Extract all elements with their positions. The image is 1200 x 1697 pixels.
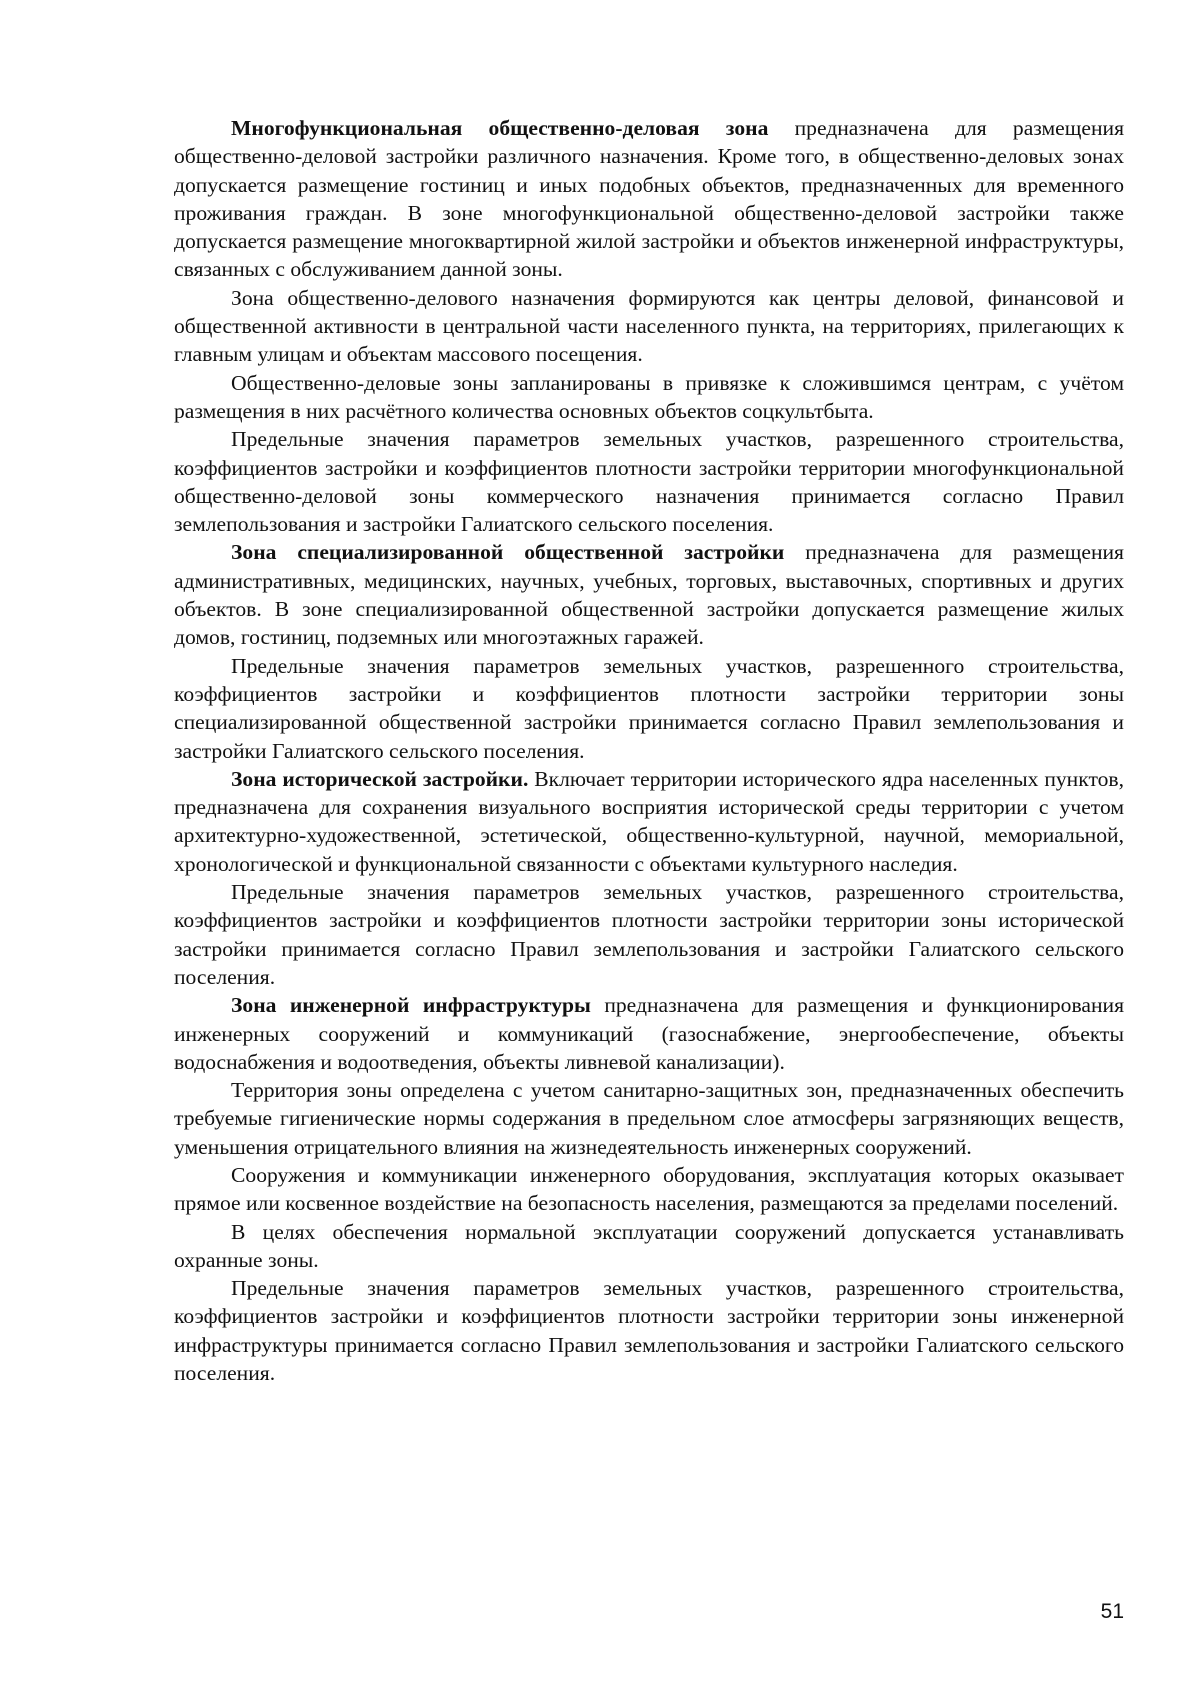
- paragraph-text: Предельные значения параметров земельных участков, разрешенного строительства, коэффициентов застройки и коэффициентов плотности застройки территории зоны инженерной инфраструктуры принимается согласно Правил землепользования и застройки Галиатского сельского поселения.: [174, 1276, 1124, 1386]
- paragraph-text: предназначена для размещения и функционирования инженерных сооружений и коммуникаций (газоснабжение, энергообеспечение, объекты водоснабжения и водоотведения, объекты ливневой канализации).: [174, 993, 1125, 1074]
- term-engineering-zone: Зона инженерной инфраструктуры: [231, 993, 591, 1018]
- paragraph-business-zone-formation: [174, 284, 1124, 369]
- paragraph-text: Предельные значения параметров земельных участков, разрешенного строительства, коэффициентов застройки и коэффициентов плотности застройки территории зоны специализированной общественной застройки принимается согласно Правил землепользования и застройки Галиатского сельского поселения.: [174, 653, 1124, 763]
- paragraph-specialized-zone-limits: [174, 652, 1124, 765]
- paragraph-multifunctional-zone: [174, 114, 1124, 284]
- paragraph-text: Включает территории исторического ядра населенных пунктов, предназначена для сохранения визуального восприятия исторической среды территории с учетом архитектурно-художественной, эстетической, общественно-культурной, научной, мемориальной, хронологической и функциональной связанности с объектами культурного наследия.: [174, 766, 1124, 876]
- paragraph-business-zones-planning: [174, 369, 1124, 426]
- paragraph-text: Общественно-деловые зоны запланированы в привязке к сложившимся центрам, с учётом размещения в них расчётного количества основных объектов соцкультбыта.: [174, 370, 1124, 423]
- paragraph-text: В целях обеспечения нормальной эксплуатации сооружений допускается устанавливать охранные зоны.: [174, 1219, 1124, 1272]
- paragraph-protection-zones: [174, 1218, 1124, 1275]
- paragraph-text: предназначена для размещения административных, медицинских, научных, учебных, торговых, выставочных, спортивных и других объектов. В зоне специализированной общественной застройки допускается размещение жилых домов, гостиниц, подземных или многоэтажных гаражей.: [174, 540, 1124, 650]
- paragraph-commercial-zone-limits: [174, 425, 1124, 538]
- paragraph-text: Зона общественно-делового назначения формируются как центры деловой, финансовой и общественной активности в центральной части населенного пункта, на территориях, прилегающих к главным улицам и объектам массового посещения.: [174, 285, 1124, 367]
- paragraph-text: Предельные значения параметров земельных участков, разрешенного строительства, коэффициентов застройки и коэффициентов плотности застройки территории многофункциональной общественно-деловой зоны коммерческого назначения принимается согласно Правил землепользования и застройки Галиатского сельского поселения.: [174, 427, 1124, 537]
- paragraph-text: предназначена для размещения общественно-деловой застройки различного назначения. Кроме того, в общественно-деловых зонах допускается размещение гостиниц и иных подобных объектов, предназначенных для временного проживания граждан. В зоне многофункциональной общественно-деловой застройки также допускается размещение многоквартирной жилой застройки и объектов инженерной инфраструктуры, связанных с обслуживанием данной зоны.: [174, 116, 1125, 282]
- document-body: [174, 114, 1124, 1387]
- paragraph-engineering-zone: [174, 991, 1124, 1076]
- term-specialized-zone: Зона специализированной общественной застройки: [231, 540, 785, 565]
- paragraph-specialized-zone: [174, 538, 1124, 651]
- paragraph-text: Территория зоны определена с учетом санитарно-защитных зон, предназначенных обеспечить требуемые гигиенические нормы содержания в предельном слое атмосферы загрязняющих веществ, уменьшения отрицательного влияния на жизнедеятельность инженерных сооружений.: [174, 1078, 1124, 1159]
- paragraph-text: Предельные значения параметров земельных участков, разрешенного строительства, коэффициентов застройки и коэффициентов плотности застройки территории зоны исторической застройки принимается согласно Правил землепользования и застройки Галиатского сельского поселения.: [174, 880, 1124, 989]
- paragraph-historic-zone: [174, 765, 1124, 878]
- page-number: 51: [1100, 1600, 1124, 1623]
- paragraph-engineering-facilities: [174, 1161, 1124, 1218]
- term-historic-zone: Зона исторической застройки.: [231, 766, 529, 791]
- term-multifunctional-zone: Многофункциональная общественно-деловая зона: [231, 116, 769, 140]
- paragraph-historic-zone-limits: [174, 878, 1124, 991]
- paragraph-text: Сооружения и коммуникации инженерного оборудования, эксплуатация которых оказывает прямое или косвенное воздействие на безопасность населения, размещаются за пределами поселений.: [174, 1162, 1124, 1216]
- paragraph-sanitary-zones: [174, 1076, 1124, 1161]
- paragraph-engineering-zone-limits: [174, 1274, 1124, 1387]
